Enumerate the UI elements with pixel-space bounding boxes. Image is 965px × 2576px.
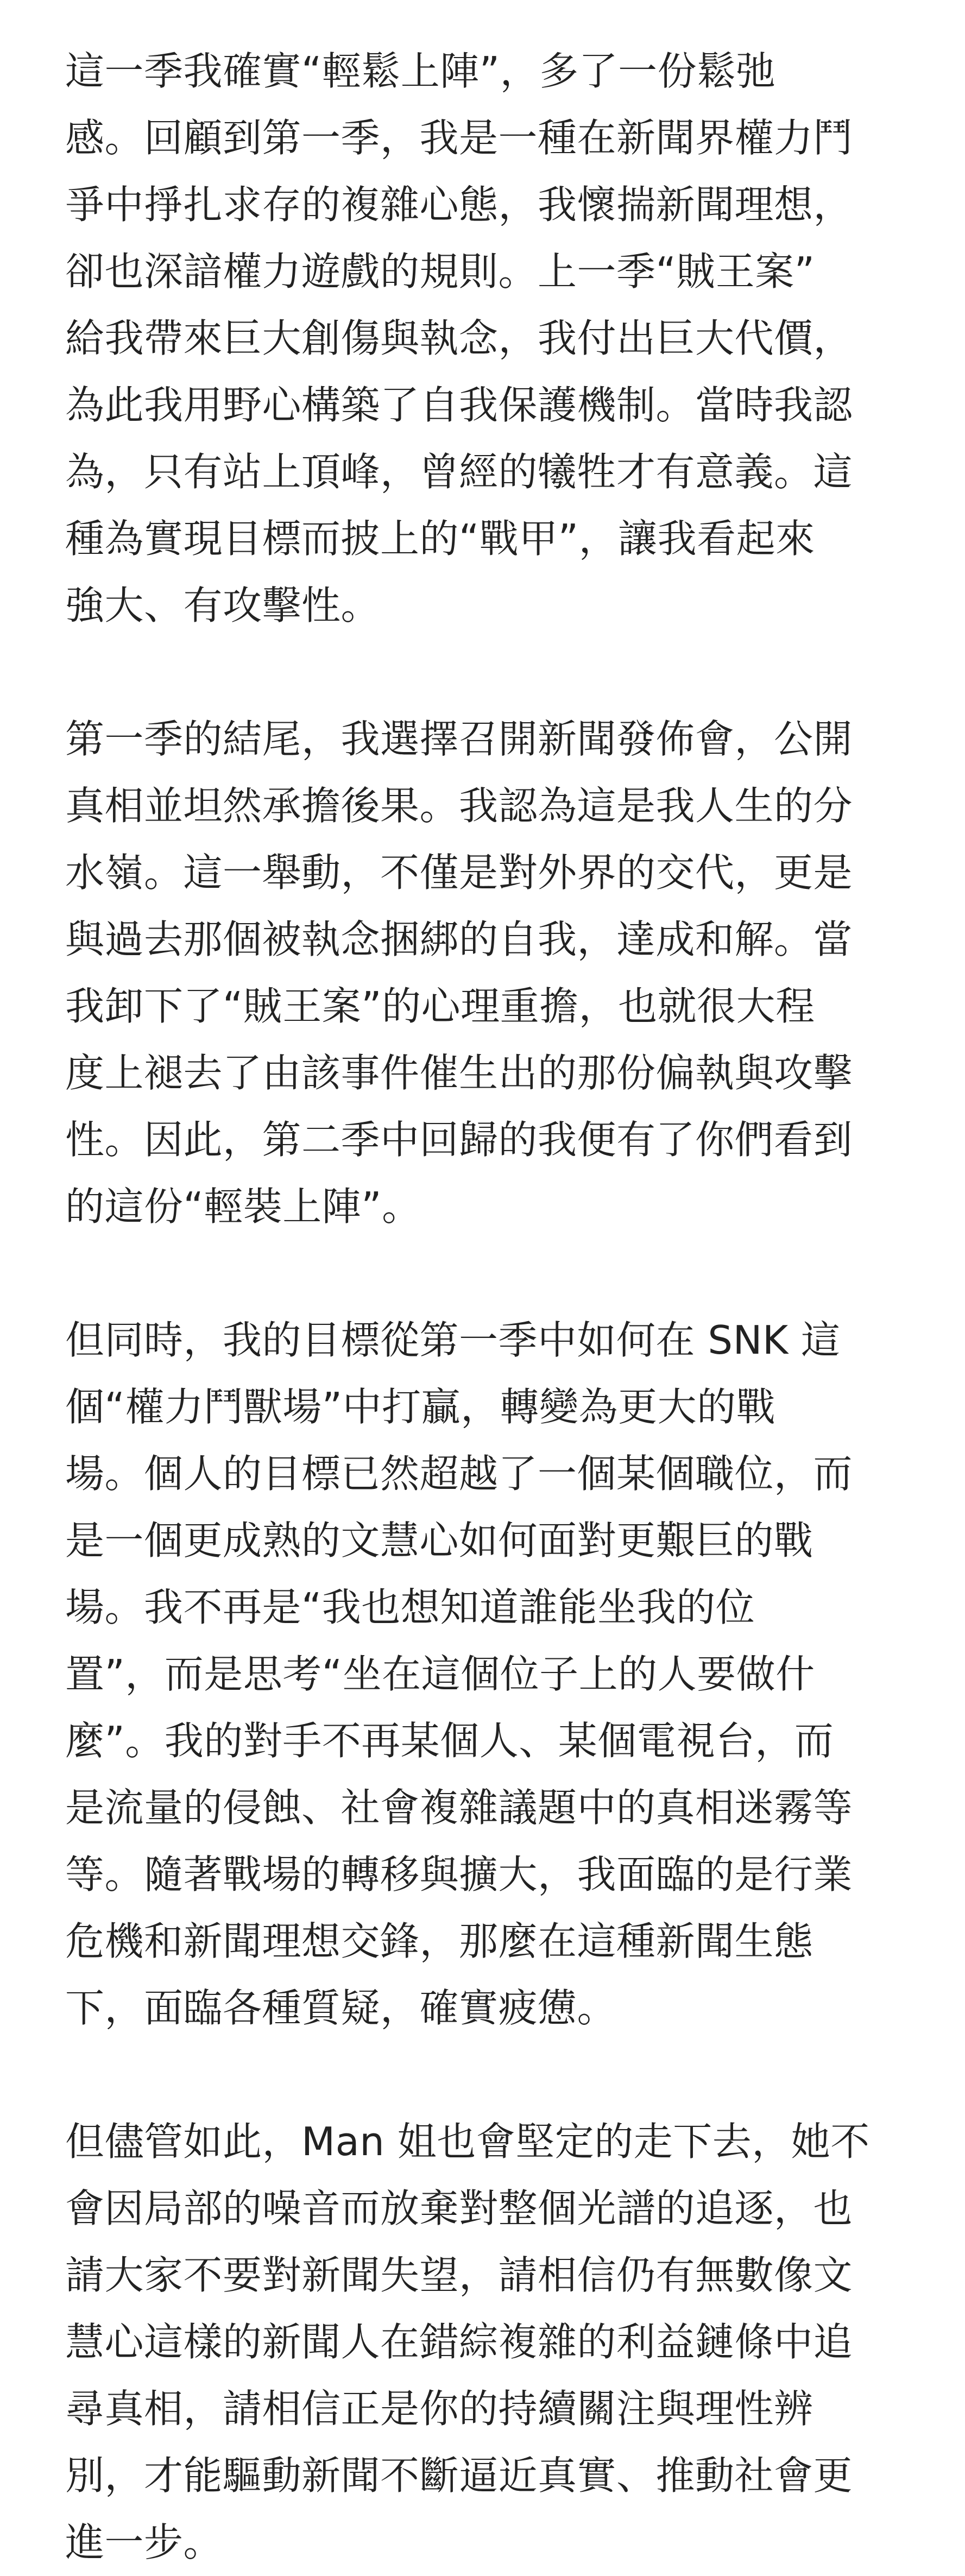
text-line: 但同時，我的目標從第一季中如何在 SNK 這 — [65, 1317, 841, 1363]
text-line: 請大家不要對新聞失望，請相信仍有無數像文 — [65, 2252, 853, 2298]
text-line: 爭中掙扎求存的複雜心態，我懷揣新聞理想， — [65, 182, 853, 228]
text-line: 慧心這樣的新聞人在錯綜複雜的利益鏈條中追 — [65, 2319, 853, 2365]
text-line: 為，只有站上頂峰，曾經的犧牲才有意義。這 — [65, 449, 853, 495]
paragraph-3 — [65, 1307, 912, 2042]
text-line: 進一步。 — [65, 2520, 223, 2565]
text-line: 與過去那個被執念捆綁的自我，達成和解。當 — [65, 917, 853, 962]
text-line: 置”，而是思考“坐在這個位子上的人要做什 — [65, 1651, 815, 1697]
text-line: 別，才能驅動新聞不斷逼近真實、推動社會更 — [65, 2453, 853, 2498]
text-line: 個“權力鬥獸場”中打贏，轉變為更大的戰 — [65, 1384, 776, 1430]
paragraph-2 — [65, 706, 912, 1240]
text-line: 場。我不再是“我也想知道誰能坐我的位 — [65, 1584, 755, 1630]
text-line: 尋真相，請相信正是你的持續關注與理性辨 — [65, 2386, 813, 2432]
paragraph-1 — [65, 38, 912, 639]
text-line: 等。隨著戰場的轉移與擴大，我面臨的是行業 — [65, 1852, 853, 1897]
text-line: 感。回顧到第一季，我是一種在新聞界權力鬥 — [65, 115, 853, 161]
paragraph-4 — [65, 2108, 912, 2576]
text-line: 危機和新聞理想交鋒，那麼在這種新聞生態 — [65, 1918, 813, 1964]
text-line: 真相並坦然承擔後果。我認為這是我人生的分 — [65, 783, 853, 829]
text-line: 場。個人的目標已然超越了一個某個職位，而 — [65, 1451, 853, 1497]
text-line: 度上褪去了由該事件催生出的那份偏執與攻擊 — [65, 1050, 853, 1096]
text-line: 是流量的侵蝕、社會複雜議題中的真相迷霧等 — [65, 1785, 853, 1830]
text-line: 是一個更成熟的文慧心如何面對更艱巨的戰 — [65, 1518, 813, 1563]
text-line: 為此我用野心構築了自我保護機制。當時我認 — [65, 382, 853, 428]
text-line: 卻也深諳權力遊戲的規則。上一季“賊王案” — [65, 249, 815, 294]
text-line: 但儘管如此，Man 姐也會堅定的走下去，她不 — [65, 2119, 870, 2164]
text-line: 第一季的結尾，我選擇召開新聞發佈會，公開 — [65, 716, 853, 762]
text-line: 我卸下了“賊王案”的心理重擔，也就很大程 — [65, 983, 815, 1029]
text-line: 強大、有攻擊性。 — [65, 583, 381, 628]
text-line: 麼”。我的對手不再某個人、某個電視台，而 — [65, 1718, 834, 1764]
text-line: 下，面臨各種質疑，確實疲憊。 — [65, 1985, 617, 2031]
text-line: 水嶺。這一舉動，不僅是對外界的交代，更是 — [65, 850, 853, 895]
text-line: 給我帶來巨大創傷與執念，我付出巨大代價， — [65, 315, 853, 361]
text-line: 性。因此，第二季中回歸的我便有了你們看到 — [65, 1117, 853, 1163]
text-line: 會因局部的噪音而放棄對整個光譜的追逐，也 — [65, 2186, 853, 2231]
text-line: 的這份“輕裝上陣”。 — [65, 1184, 421, 1229]
article-body — [65, 38, 912, 2576]
text-line: 這一季我確實“輕鬆上陣”，多了一份鬆弛 — [65, 48, 776, 94]
text-line: 種為實現目標而披上的“戰甲”，讓我看起來 — [65, 516, 815, 561]
